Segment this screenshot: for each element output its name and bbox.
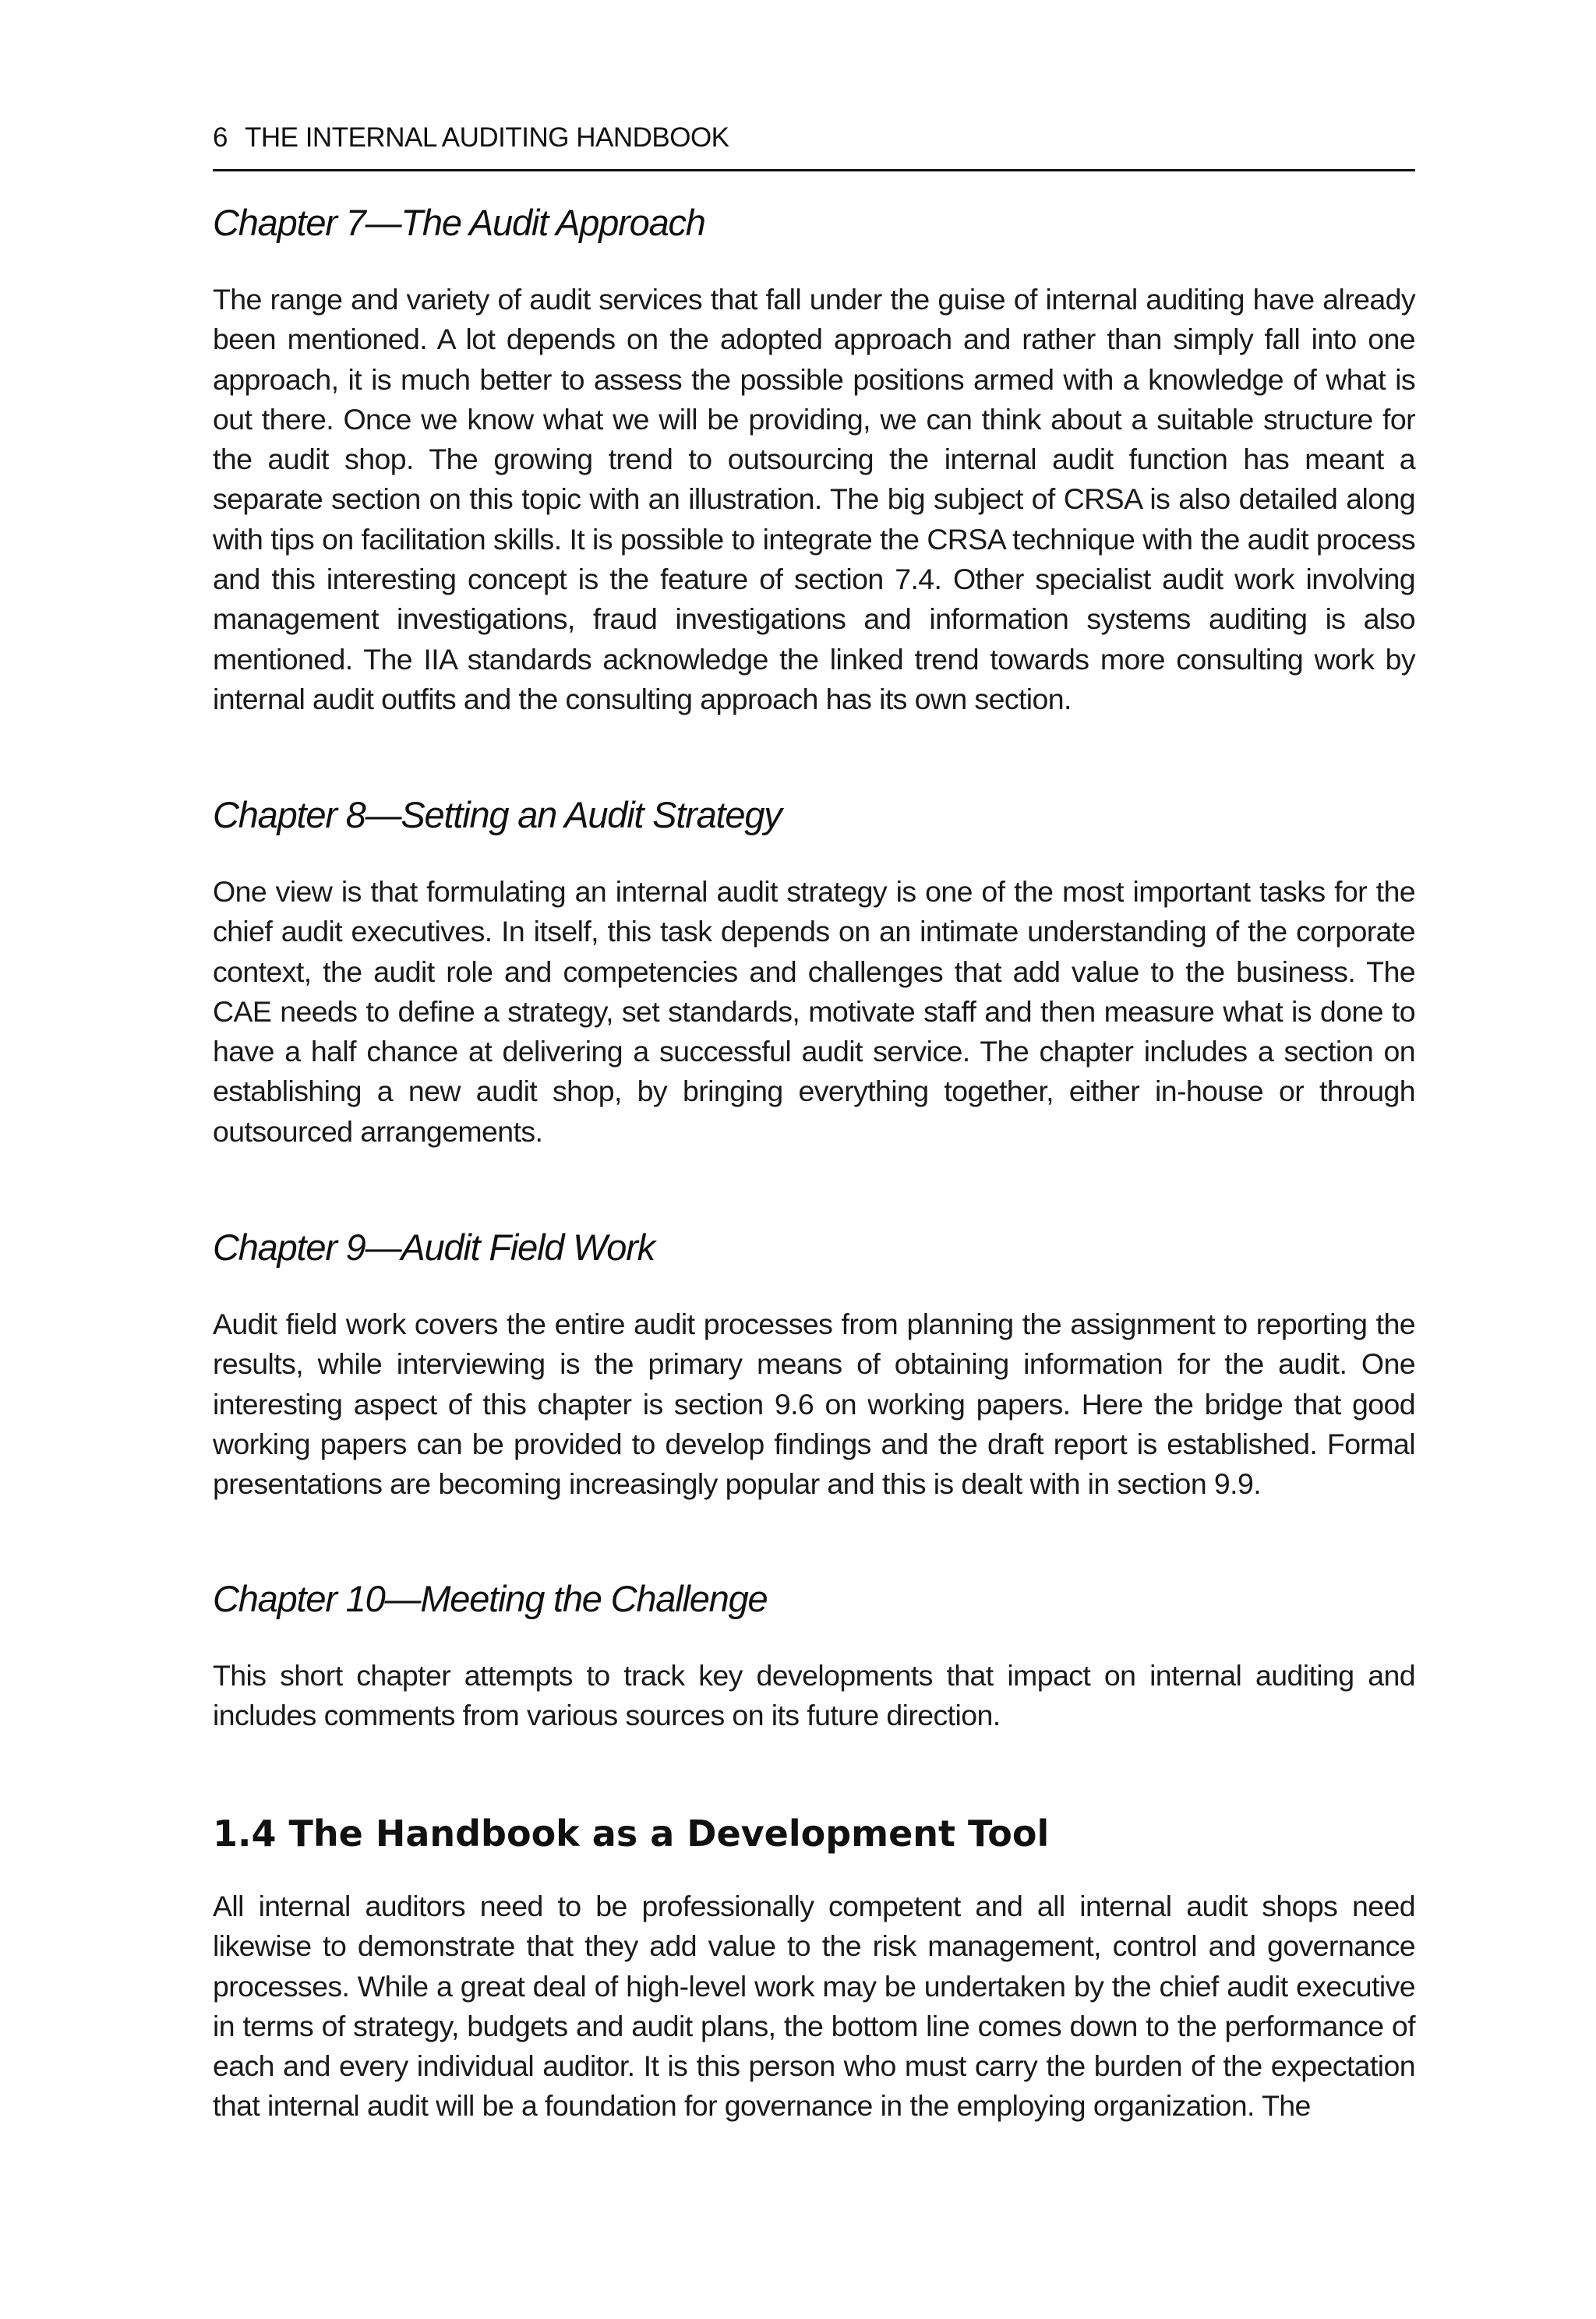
body-paragraph: Audit field work covers the entire audit processes from planning the assignment to reporting the results, while interviewing is the primary means of obtaining information for the audit. One interesting aspect of this chapter is section 9.6 on working papers. Here the bridge that good working papers can be provided to develop findings and the draft report is established. Formal presentations are becoming increasingly popular and this is dealt with in section 9.9. <box>213 1308 1415 1501</box>
chapter-heading: Chapter 10—Meeting the Challenge <box>213 1578 768 1619</box>
body-paragraph: One view is that formulating an internal audit strategy is one of the most important tasks for the chief audit executives. In itself, this task depends on an intimate understanding of the corporate context, the audit role and competencies and challenges that add value to the business. The CAE needs to define a strategy, set standards, motivate staff and then measure what is done to have a half chance at delivering a successful audit service. The chapter includes a section on establishing a new audit shop, by bringing everything together, either in-house or through outsourced arrangements. <box>213 875 1415 1148</box>
section-number: 1.4 <box>213 1812 277 1855</box>
body-paragraph: This short chapter attempts to track key developments that impact on internal auditing and includes comments from various sources on its future direction. <box>213 1659 1415 1732</box>
section-1-4 <box>213 1812 1415 2127</box>
chapter-9-section <box>213 1226 1415 1504</box>
chapter-8-section <box>213 793 1415 1152</box>
page-number: 6 <box>213 122 228 153</box>
chapter-heading: Chapter 7—The Audit Approach <box>213 202 705 243</box>
chapter-heading: Chapter 8—Setting an Audit Strategy <box>213 794 782 835</box>
section-title: The Handbook as a Development Tool <box>288 1812 1050 1855</box>
running-header <box>213 121 1415 171</box>
chapter-10-section <box>213 1577 1415 1736</box>
section-heading <box>213 1812 1415 1855</box>
body-paragraph: The range and variety of audit services that fall under the guise of internal auditing have already been mentioned. A lot depends on the adopted approach and rather than simply fall into one approach, it is much better to assess the possible positions armed with a knowledge of what is out there. Once we know what we will be providing, we can think about a suitable structure for the audit shop. The growing trend to outsourcing the internal audit function has meant a separate section on this topic with an illustration. The big subject of CRSA is also detailed along with tips on facilitation skills. It is possible to integrate the CRSA technique with the audit process and this interesting concept is the feature of section 7.4. Other specialist audit work involving management investigations, fraud investigations and information systems auditing is also mentioned. The IIA standards acknowledge the linked trend towards more consulting work by internal audit outfits and the consulting approach has its own section. <box>213 283 1415 715</box>
chapter-heading: Chapter 9—Audit Field Work <box>213 1227 655 1268</box>
chapter-7-section <box>213 201 1415 719</box>
body-paragraph: All internal auditors need to be professionally competent and all internal audit shops need likewise to demonstrate that they add value to the risk management, control and governance processes. While a great deal of high-level work may be undertaken by the chief audit executive in terms of strategy, budgets and audit plans, the bottom line comes down to the performance of each and every individual auditor. It is this person who must carry the burden of the expectation that internal audit will be a foundation for governance in the employing organization. The <box>213 1890 1415 2123</box>
running-title: THE INTERNAL AUDITING HANDBOOK <box>244 122 729 153</box>
